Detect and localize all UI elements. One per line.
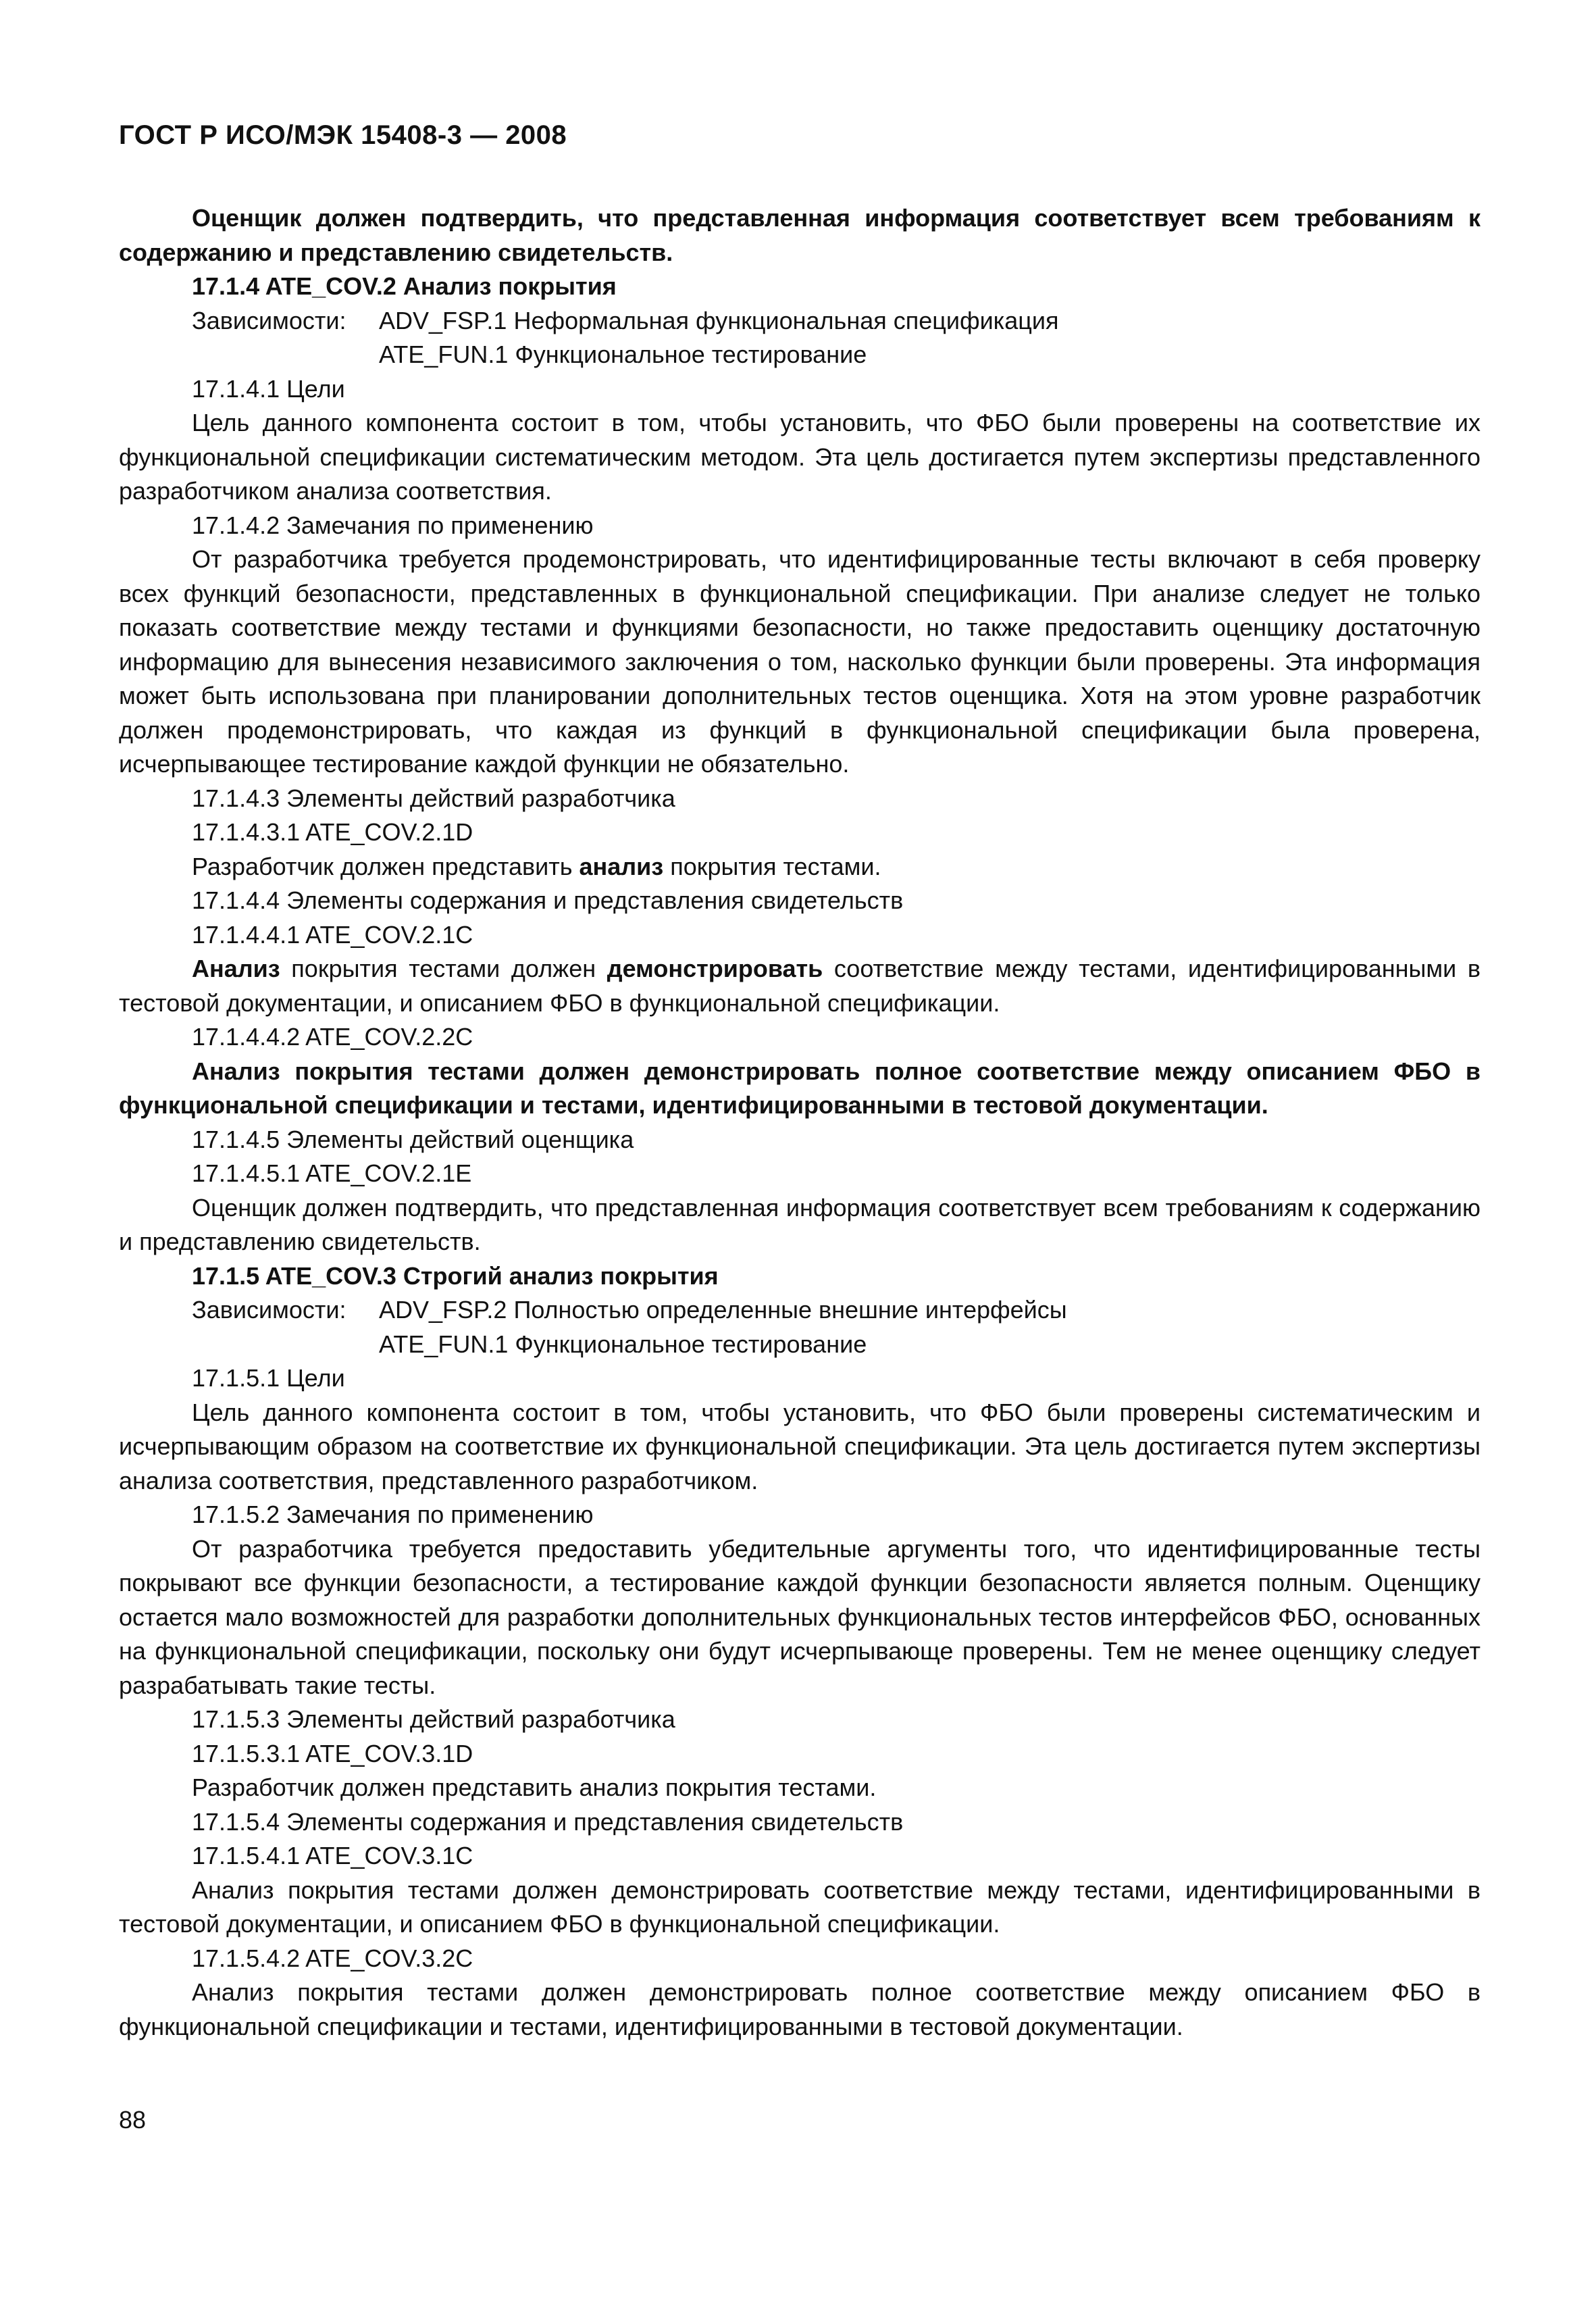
element-id: 17.1.4.3.1 ATE_COV.2.1D — [192, 818, 473, 846]
section-heading-17-1-4: 17.1.4 ATE_COV.2 Анализ покрытия — [192, 272, 617, 300]
paragraph: От разработчика требуется предоставить убедительные аргументы того, что идентифицированные тесты покрывают все функции безопасности, а тестирование каждой функции безопасности является полным. Оценщику остается мало возможностей для разработки дополнительных функциональных тестов интерфейсов ФБО, основанных на функциональной спецификации, поскольку они будут исчерпывающе проверены. Тем не менее оценщику следует разрабатывать такие тесты. — [119, 1534, 1481, 1699]
paragraph: От разработчика требуется продемонстрировать, что идентифицированные тесты включают в себя проверку всех функций безопасности, представленных в функциональной спецификации. При анализе следует не только показать соответствие между тестами и функциями безопасности, но также предоставить оценщику достаточную информацию для вынесения независимого заключения о том, насколько функции были проверены. Эта информация может быть использована при планировании дополнительных тестов оценщика. Хотя на этом уровне разработчик должен продемонстрировать, что каждая из функций в функциональной спецификации была проверена, исчерпывающее тестирование каждой функции не обязательно. — [119, 545, 1481, 778]
paragraph: Цель данного компонента состоит в том, чтобы установить, что ФБО были проверены на соответствие их функциональной спецификации систематическим методом. Эта цель достигается путем экспертизы представленного разработчиком анализа соответствия. — [119, 409, 1481, 505]
dependencies-17-1-5 — [119, 1293, 1481, 1361]
dependency-item: ATE_FUN.1 Функциональное тестирование — [379, 341, 867, 368]
subsection-title: 17.1.4.4 Элементы содержания и представления свидетельств — [192, 886, 904, 914]
dependency-item: ADV_FSP.1 Неформальная функциональная спецификация — [379, 306, 1059, 334]
subsection-title: 17.1.4.5 Элементы действий оценщика — [192, 1125, 634, 1153]
dependencies-label: Зависимости: — [192, 1296, 346, 1324]
dependency-item: ATE_FUN.1 Функциональное тестирование — [379, 1330, 867, 1358]
paragraph: Разработчик должен представить анализ покрытия тестами. — [192, 1774, 877, 1801]
subsection-title: 17.1.4.3 Элементы действий разработчика — [192, 784, 675, 812]
section-heading-17-1-5: 17.1.5 ATE_COV.3 Строгий анализ покрытия — [192, 1261, 719, 1290]
paragraph: Анализ покрытия тестами должен демонстрировать соответствие между тестами, идентифицированными в тестовой документации, и описанием ФБО в функциональной спецификации. — [119, 1876, 1481, 1938]
bold-text-run: Анализ — [192, 955, 280, 982]
dependencies-17-1-4 — [119, 304, 1481, 372]
dependencies-list — [379, 304, 1481, 372]
subsection-title: 17.1.5.3 Элементы действий разработчика — [192, 1705, 675, 1733]
element-id: 17.1.4.5.1 ATE_COV.2.1E — [192, 1159, 472, 1187]
element-id: 17.1.4.4.1 ATE_COV.2.1C — [192, 920, 473, 949]
element-id: 17.1.5.3.1 ATE_COV.3.1D — [192, 1739, 473, 1767]
text-run: Разработчик должен представить — [192, 852, 580, 880]
document-header: ГОСТ Р ИСО/МЭК 15408-3 — 2008 — [119, 120, 567, 150]
subsection-title: 17.1.4.2 Замечания по применению — [192, 511, 594, 539]
dependency-item: ADV_FSP.2 Полностью определенные внешние интерфейсы — [379, 1296, 1067, 1324]
paragraph: Цель данного компонента состоит в том, чтобы установить, что ФБО были проверены систематическим и исчерпывающим образом на соответствие их функциональной спецификации. Эта цель достигается путем экспертизы анализа соответствия, представленного разработчиком. — [119, 1398, 1481, 1494]
bold-text-run: демонстрировать — [607, 955, 823, 982]
element-id: 17.1.4.4.2 ATE_COV.2.2C — [192, 1023, 473, 1051]
page-number: 88 — [119, 2106, 147, 2134]
subsection-title: 17.1.5.2 Замечания по применению — [192, 1501, 594, 1528]
paragraph — [119, 850, 1481, 884]
element-id: 17.1.5.4.1 ATE_COV.3.1C — [192, 1842, 473, 1869]
dependencies-list — [379, 1293, 1481, 1361]
paragraph — [119, 952, 1481, 1020]
document-body — [119, 201, 1481, 2044]
subsection-title: 17.1.4.1 Цели — [192, 374, 345, 403]
text-run: покрытия тестами. — [663, 852, 881, 880]
subsection-title: 17.1.5.4 Элементы содержания и представления свидетельств — [192, 1807, 904, 1836]
bold-text-run: анализ — [579, 852, 664, 880]
intro-paragraph: Оценщик должен подтвердить, что представленная информация соответствует всем требованиям к содержанию и представлению свидетельств. — [119, 204, 1481, 266]
element-id: 17.1.5.4.2 ATE_COV.3.2C — [192, 1944, 473, 1972]
paragraph: Оценщик должен подтвердить, что представленная информация соответствует всем требованиям к содержанию и представлению свидетельств. — [119, 1193, 1481, 1255]
dependencies-label: Зависимости: — [192, 306, 346, 334]
bold-paragraph: Анализ покрытия тестами должен демонстрировать полное соответствие между описанием ФБО в функциональной спецификации и тестами, идентифицированными в тестовой документации. — [119, 1057, 1481, 1119]
text-run: покрытия тестами должен — [280, 955, 607, 982]
paragraph: Анализ покрытия тестами должен демонстрировать полное соответствие между описанием ФБО в функциональной спецификации и тестами, идентифицированными в тестовой документации. — [119, 1978, 1481, 2040]
subsection-title: 17.1.5.1 Цели — [192, 1364, 345, 1392]
text-run: соответствие между тестами, идентифицированными в тестовой документации, и описанием ФБО в функциональной спецификации. — [119, 955, 1481, 1017]
